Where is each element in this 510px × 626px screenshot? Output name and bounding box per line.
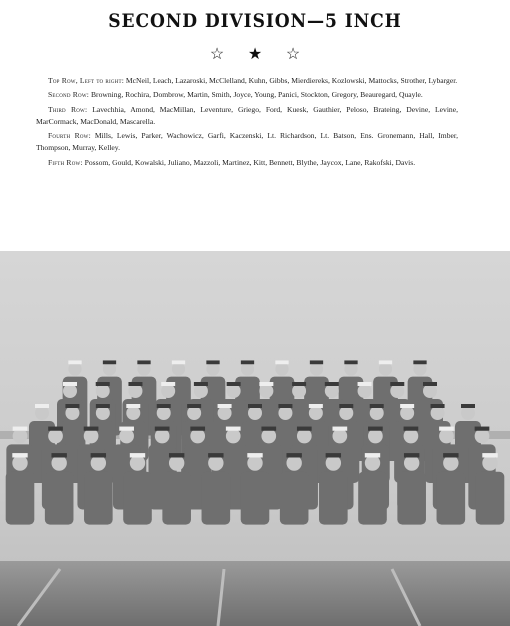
uniform <box>319 472 348 525</box>
uniform <box>476 472 505 525</box>
cap <box>227 382 241 386</box>
hollow-star-icon: ☆ <box>285 46 301 63</box>
face <box>275 362 288 375</box>
face <box>259 384 273 398</box>
cap <box>390 382 404 386</box>
face <box>91 455 106 470</box>
cap <box>247 453 262 457</box>
cap <box>404 427 419 431</box>
face <box>325 384 339 398</box>
cap <box>309 404 323 408</box>
face <box>297 429 312 444</box>
face <box>103 362 116 375</box>
face <box>126 406 140 420</box>
ship-deck <box>0 561 510 626</box>
face <box>241 362 254 375</box>
face <box>309 406 323 420</box>
group-photo <box>0 251 510 626</box>
face <box>12 455 27 470</box>
face <box>206 362 219 375</box>
cap <box>65 404 79 408</box>
face <box>461 406 475 420</box>
cap <box>400 404 414 408</box>
cap <box>482 453 497 457</box>
cap <box>84 427 99 431</box>
cap <box>103 360 116 364</box>
face <box>310 362 323 375</box>
face <box>358 384 372 398</box>
face <box>248 406 262 420</box>
cap <box>48 427 63 431</box>
face <box>404 429 419 444</box>
cap <box>259 382 273 386</box>
star-divider <box>0 44 510 64</box>
cap <box>137 360 150 364</box>
face <box>332 429 347 444</box>
face <box>84 429 99 444</box>
cap <box>404 453 419 457</box>
face <box>368 429 383 444</box>
face <box>169 455 184 470</box>
uniform <box>437 472 466 525</box>
hollow-star-icon: ☆ <box>209 46 225 63</box>
cap <box>413 360 426 364</box>
row-names: Lavechhia, Amond, MacMillan, Leventure, Griego, Ford, Kuesk, Gauthier, Peloso, Brateing, Devine, Levine, MarCormack, MacDonald, Mascarella. <box>36 104 459 126</box>
row-names: Browning, Rochira, Dombrow, Martin, Smith, Joyce, Young, Panici, Stockton, Gregory, Beauregard, Quayle. <box>90 90 423 100</box>
cap <box>439 427 454 431</box>
face <box>35 406 49 420</box>
cap <box>310 360 323 364</box>
cap <box>172 360 185 364</box>
cap <box>248 404 262 408</box>
row-caption-top <box>36 75 458 87</box>
face <box>65 406 79 420</box>
cap <box>157 404 171 408</box>
face <box>130 455 145 470</box>
cap <box>344 360 357 364</box>
face <box>344 362 357 375</box>
cap <box>68 360 81 364</box>
cap <box>126 404 140 408</box>
face <box>365 455 380 470</box>
face <box>187 406 201 420</box>
cap <box>12 453 27 457</box>
face <box>482 455 497 470</box>
cap <box>275 360 288 364</box>
cap <box>218 404 232 408</box>
cap <box>51 453 66 457</box>
row-names: McNeil, Leach, Lazaroski, McClelland, Kuhn, Gibbs, Mierdiereks, Kozlowski, Mattocks, Strother, Lybarger. <box>125 76 458 85</box>
cap <box>13 427 28 431</box>
cap <box>286 453 301 457</box>
face <box>218 406 232 420</box>
face <box>423 384 437 398</box>
cap <box>194 382 208 386</box>
face <box>261 429 276 444</box>
uniform <box>6 472 35 525</box>
cap <box>161 382 175 386</box>
cap <box>96 382 110 386</box>
face <box>68 362 81 375</box>
cap <box>128 382 142 386</box>
cap <box>241 360 254 364</box>
cap <box>368 427 383 431</box>
row-caption-third <box>36 104 458 129</box>
cap <box>326 453 341 457</box>
face <box>370 406 384 420</box>
cap <box>461 404 475 408</box>
row-label: Fifth Row: <box>48 157 83 167</box>
cap <box>443 453 458 457</box>
face <box>413 362 426 375</box>
cap <box>261 427 276 431</box>
cap <box>226 427 241 431</box>
group-photo-drawing <box>0 251 510 626</box>
face <box>278 406 292 420</box>
row-caption-second <box>36 89 458 101</box>
face <box>247 455 262 470</box>
uniform <box>358 472 387 525</box>
cap <box>365 453 380 457</box>
cap <box>206 360 219 364</box>
uniform <box>280 472 309 525</box>
face <box>227 384 241 398</box>
face <box>51 455 66 470</box>
face <box>292 384 306 398</box>
cap <box>292 382 306 386</box>
face <box>128 384 142 398</box>
cap <box>63 382 77 386</box>
face <box>63 384 77 398</box>
face <box>379 362 392 375</box>
name-list <box>36 75 458 171</box>
face <box>400 406 414 420</box>
face <box>226 429 241 444</box>
cap <box>431 404 445 408</box>
cap <box>278 404 292 408</box>
cap <box>339 404 353 408</box>
row-label: Top Row, Left to right: <box>48 76 125 85</box>
uniform <box>84 472 113 525</box>
face <box>443 455 458 470</box>
face <box>431 406 445 420</box>
uniform <box>397 472 426 525</box>
cap <box>119 427 134 431</box>
row-caption-fourth <box>36 130 458 155</box>
cap <box>475 427 490 431</box>
cap <box>423 382 437 386</box>
row-label: Second Row: <box>48 90 90 100</box>
cap <box>370 404 384 408</box>
cap <box>358 382 372 386</box>
face <box>155 429 170 444</box>
cap <box>169 453 184 457</box>
page-title: SECOND DIVISION—5 INCH <box>108 10 402 32</box>
face <box>439 429 454 444</box>
face <box>208 455 223 470</box>
face <box>161 384 175 398</box>
row-names: Mills, Lewis, Parker, Wachowicz, Garfi, Kaczenski, Lt. Richardson, Lt. Batson, Ens. Gronemann, Hall, Imber, Thompson, Murray, Kelley. <box>36 131 459 153</box>
face <box>404 455 419 470</box>
face <box>119 429 134 444</box>
row-caption-fifth <box>36 157 458 169</box>
face <box>190 429 205 444</box>
face <box>194 384 208 398</box>
cap <box>96 404 110 408</box>
face <box>286 455 301 470</box>
row-label: Fourth Row: <box>48 131 91 141</box>
face <box>96 406 110 420</box>
cap <box>325 382 339 386</box>
solid-star-icon: ★ <box>247 46 263 63</box>
row-names: Possom, Gould, Kowalski, Juliano, Mazzoli, Martinez, Kitt, Bennett, Blythe, Jaycox, Lane, Rakofski, Davis. <box>84 157 416 167</box>
uniform <box>162 472 191 525</box>
cap <box>130 453 145 457</box>
uniform <box>202 472 231 525</box>
cap <box>190 427 205 431</box>
face <box>390 384 404 398</box>
face <box>157 406 171 420</box>
cap <box>35 404 49 408</box>
cap <box>208 453 223 457</box>
cap <box>297 427 312 431</box>
uniform <box>123 472 152 525</box>
face <box>326 455 341 470</box>
uniform <box>45 472 74 525</box>
row-label: Third Row: <box>48 104 88 114</box>
face <box>13 429 28 444</box>
face <box>172 362 185 375</box>
cap <box>187 404 201 408</box>
uniform <box>241 472 270 525</box>
cap <box>91 453 106 457</box>
face <box>339 406 353 420</box>
cap <box>379 360 392 364</box>
face <box>137 362 150 375</box>
face <box>475 429 490 444</box>
face <box>96 384 110 398</box>
cap <box>332 427 347 431</box>
cap <box>155 427 170 431</box>
face <box>48 429 63 444</box>
